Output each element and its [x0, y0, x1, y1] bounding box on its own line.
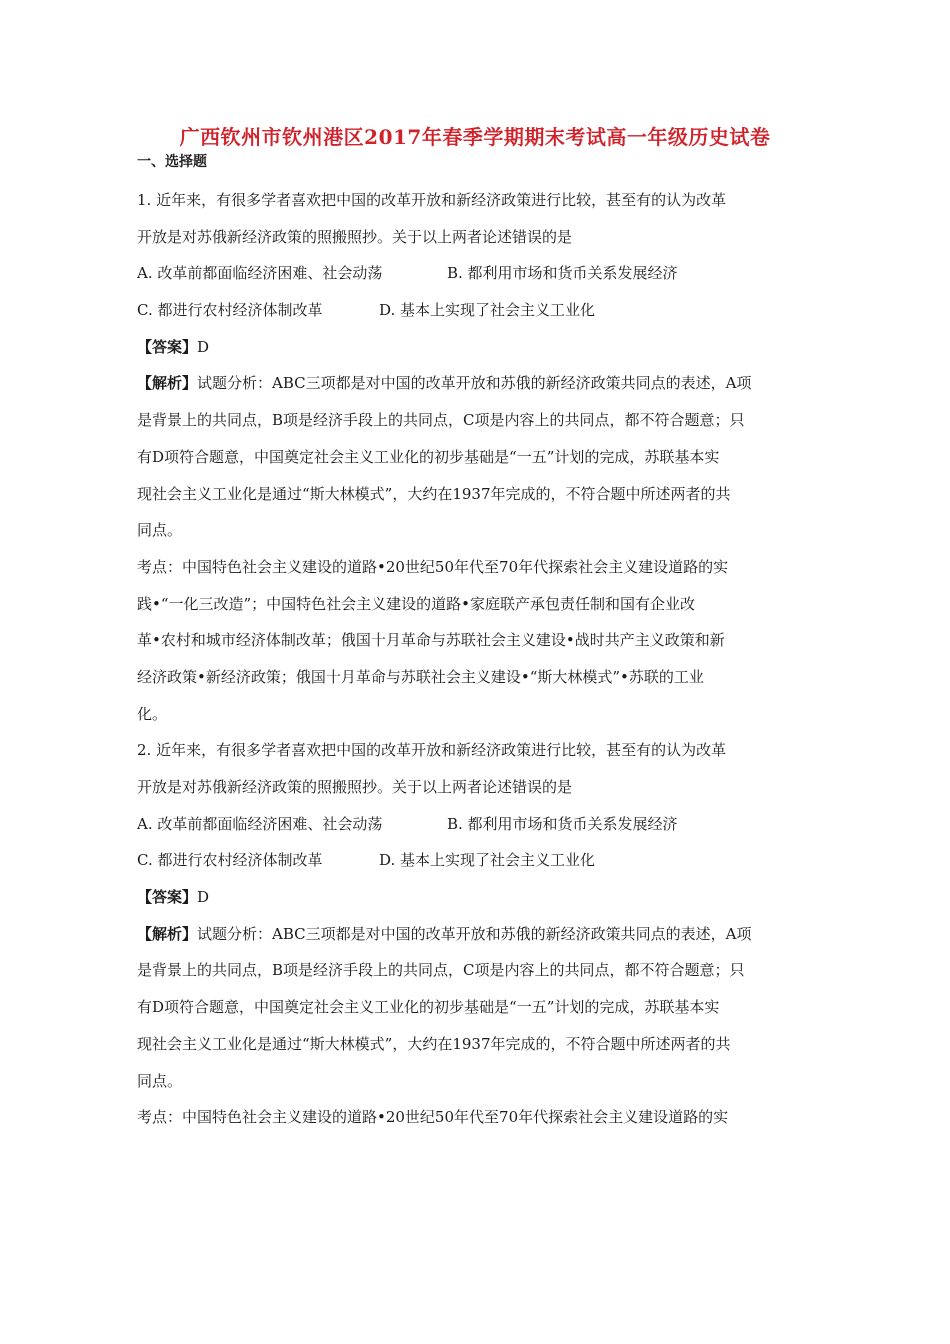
kaodian-line: 革•农村和城市经济体制改革；俄国十月革命与苏联社会主义建设•战时共产主义政策和新 — [137, 631, 725, 650]
kaodian-line: 考点：中国特色社会主义建设的道路•20世纪50年代至70年代探索社会主义建设道路的实 — [137, 557, 729, 576]
analysis-line: 现社会主义工业化是通过“斯大林模式”，大约在1937年完成的，不符合题中所述两者的共 — [137, 1034, 731, 1053]
option-b: B. 都利用市场和货币关系发展经济 — [447, 264, 678, 283]
answer-label: 【答案】 — [137, 888, 198, 907]
answer-label: 【答案】 — [137, 337, 198, 356]
options-row — [137, 842, 817, 879]
question-stem-line: 开放是对苏俄新经济政策的照搬照抄。关于以上两者论述错误的是 — [137, 778, 573, 796]
question-2 — [137, 732, 817, 1136]
answer-line — [137, 879, 817, 916]
analysis-line: 有D项符合题意，中国奠定社会主义工业化的初步基础是“一五”计划的完成，苏联基本实 — [137, 998, 720, 1017]
analysis-line: 是背景上的共同点，B项是经济手段上的共同点，C项是内容上的共同点，都不符合题意；只 — [137, 411, 745, 430]
analysis-line: 是背景上的共同点，B项是经济手段上的共同点，C项是内容上的共同点，都不符合题意；只 — [137, 961, 745, 980]
options-row — [137, 292, 817, 329]
analysis-line: 同点。 — [137, 1071, 183, 1090]
analysis-line: 同点。 — [137, 521, 183, 540]
analysis-text: 试题分析：ABC三项都是对中国的改革开放和苏俄的新经济政策共同点的表述，A项 — [197, 374, 752, 393]
options-row — [137, 806, 817, 843]
question-stem-line: 1. 近年来，有很多学者喜欢把中国的改革开放和新经济政策进行比较，甚至有的认为改革 — [137, 191, 727, 209]
answer-line — [137, 329, 817, 366]
analysis-text: 试题分析：ABC三项都是对中国的改革开放和苏俄的新经济政策共同点的表述，A项 — [197, 924, 752, 943]
option-b: B. 都利用市场和货币关系发展经济 — [447, 814, 678, 833]
question-1 — [137, 182, 817, 732]
analysis-line — [137, 916, 817, 953]
analysis-label: 【解析】 — [137, 924, 198, 943]
option-c: C. 都进行农村经济体制改革 — [137, 301, 323, 320]
option-a: A. 改革前都面临经济困难、社会动荡 — [137, 264, 383, 283]
answer-value: D — [197, 888, 210, 907]
option-d: D. 基本上实现了社会主义工业化 — [379, 851, 596, 870]
analysis-label: 【解析】 — [137, 374, 198, 393]
kaodian-line: 化。 — [137, 704, 168, 723]
document-body — [137, 182, 817, 1136]
kaodian-line: 践•“一化三改造”；中国特色社会主义建设的道路•家庭联产承包责任制和国有企业改 — [137, 594, 696, 613]
question-stem-line: 开放是对苏俄新经济政策的照搬照抄。关于以上两者论述错误的是 — [137, 227, 573, 246]
analysis-line — [137, 365, 817, 402]
option-d: D. 基本上实现了社会主义工业化 — [379, 301, 596, 320]
options-row — [137, 255, 817, 292]
option-c: C. 都进行农村经济体制改革 — [137, 851, 323, 870]
analysis-line: 有D项符合题意，中国奠定社会主义工业化的初步基础是“一五”计划的完成，苏联基本实 — [137, 447, 720, 466]
question-stem-line: 2. 近年来，有很多学者喜欢把中国的改革开放和新经济政策进行比较，甚至有的认为改革 — [137, 741, 727, 760]
kaodian-line: 经济政策•新经济政策；俄国十月革命与苏联社会主义建设•“斯大林模式”•苏联的工业 — [137, 667, 704, 686]
option-a: A. 改革前都面临经济困难、社会动荡 — [137, 814, 383, 833]
document-title: 广西钦州市钦州港区2017年春季学期期末考试高一年级历史试卷 — [179, 125, 771, 149]
section-heading: 一、选择题 — [137, 154, 207, 170]
analysis-line: 现社会主义工业化是通过“斯大林模式”，大约在1937年完成的，不符合题中所述两者的共 — [137, 484, 731, 503]
kaodian-line: 考点：中国特色社会主义建设的道路•20世纪50年代至70年代探索社会主义建设道路的实 — [137, 1108, 729, 1127]
answer-value: D — [197, 337, 210, 356]
